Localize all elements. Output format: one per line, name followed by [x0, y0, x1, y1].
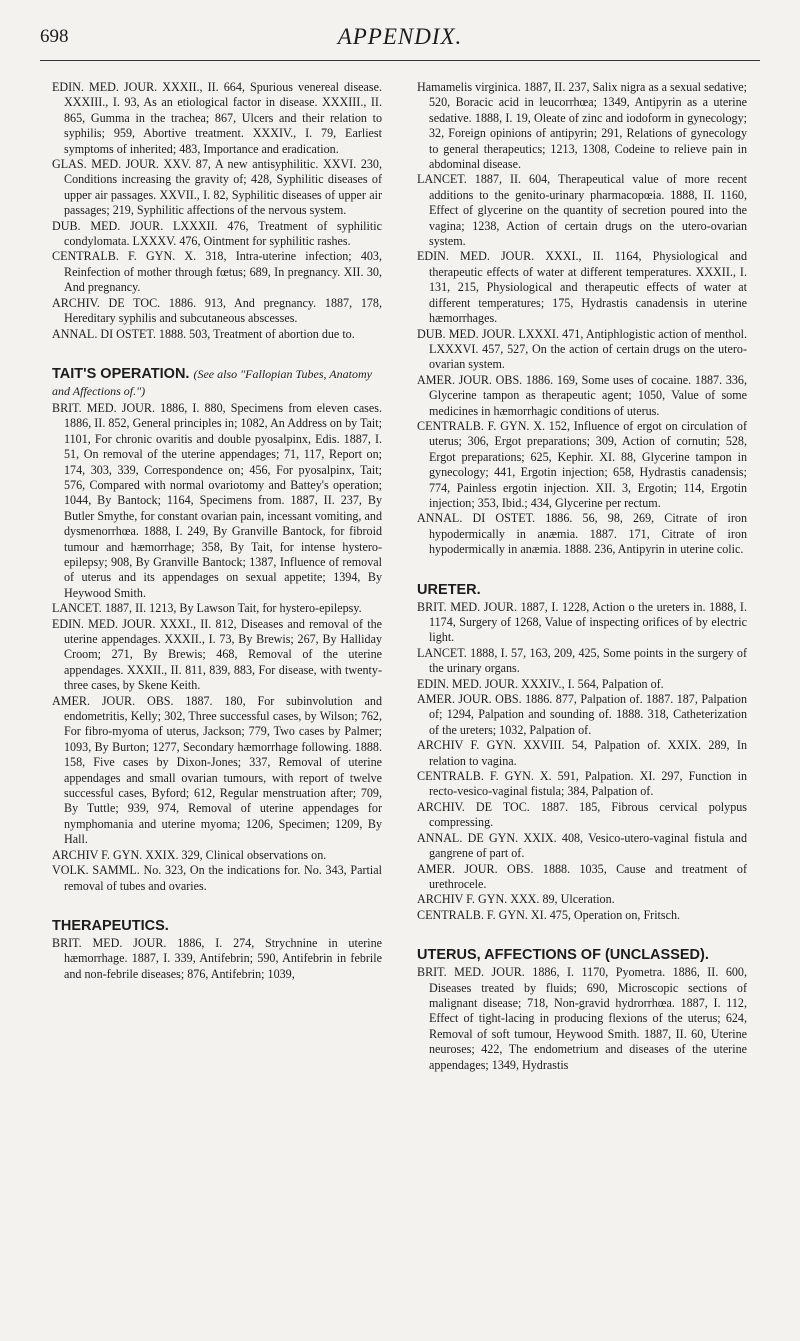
index-entry: ARCHIV F. GYN. XXX. 89, Ulceration.: [417, 892, 615, 907]
section-heading: [417, 947, 747, 964]
index-entry: BRIT. MED. JOUR. 1887, I. 1228, Action o the ureters in. 1888, I. 1174, Surgery of 1268, Value of inspecting orifices of by electric light.: [417, 599, 747, 645]
index-section-uterus-affections-of-unclassed: [417, 947, 747, 1073]
index-section-ureter: [417, 582, 747, 924]
section-heading: [52, 918, 382, 935]
index-entry: CENTRALB. F. GYN. X. 318, Intra-uterine infection; 403, Reinfection of mother through fœtus; 689, In pregnancy. XII. 30, And pregnancy.: [52, 249, 382, 295]
index-entry: ARCHIV. DE TOC. 1886. 913, And pregnancy. 1887, 178, Hereditary syphilis and subcutaneous abscesses.: [52, 295, 382, 326]
index-section-continued: [417, 80, 747, 558]
section-heading-text: THERAPEUTICS.: [52, 917, 169, 934]
index-entry: EDIN. MED. JOUR. XXXI., II. 812, Diseases and removal of the uterine appendages. XXXII., I. 73, By Brewis; 267, By Halliday Croom; 271, By Brewis; 468, Removal of the uterine appendages. XXXII., II. 811, 839, 883, For disease, with twenty-three cases, by Skene Keith.: [52, 616, 382, 693]
index-entry: GLAS. MED. JOUR. XXV. 87, A new antisyphilitic. XXVI. 230, Conditions increasing the gravity of; 428, Syphilitic diseases of upper air passages. XXVII., I. 82, Syphilitic diseases of upper air passages; 219, Syphilitic affections of the nervous system.: [52, 157, 382, 218]
index-entry: AMER. JOUR. OBS. 1886. 169, Some uses of cocaine. 1887. 336, Glycerine tampon as therapeutic agent; 1050, Value of some medicines in hæmorrhagic conditions of uterus.: [417, 372, 747, 418]
index-entry: AMER. JOUR. OBS. 1888. 1035, Cause and treatment of urethrocele.: [417, 861, 747, 891]
index-entry: CENTRALB. F. GYN. X. 152, Influence of ergot on circulation of uterus; 306, Ergot preparations; 309, Action of cornutin; 528, Ergot preparations; 625, Kephir. XI. 88, Glycerine tampon in gynecology; 441, Ergotin injection; 658, Hydrastis canadensis; 774, Painless ergotin injection. XII. 3, Ergotin; 114, Ergotin injection; 353, Ibid.; 434, Glycerine per rectum.: [417, 418, 747, 510]
section-heading: [417, 582, 747, 599]
section-heading-text: URETER.: [417, 581, 481, 598]
index-entry: ARCHIV F. GYN. XXIX. 329, Clinical observations on.: [52, 847, 327, 862]
index-entry: ANNAL. DE GYN. XXIX. 408, Vesico-utero-vaginal fistula and gangrene of part of.: [417, 830, 747, 861]
page-header: [40, 26, 760, 61]
index-entry: Hamamelis virginica. 1887, II. 237, Salix nigra as a sexual sedative; 520, Boracic acid in leucorrhœa; 1349, Antipyrin as a uterine sedative. 1888, I. 19, Oleate of zinc and iodoform in gynecology; 32, Foreign opinions of antipyrin; 291, Relations of gynecology to general therapeutics; 1213, 1308, Codeine to relieve pain in abdominal disease.: [417, 80, 747, 172]
section-heading-text: UTERUS, AFFECTIONS OF (UNCLASSED).: [417, 947, 709, 964]
index-entry: EDIN. MED. JOUR. XXXII., II. 664, Spurious venereal disease. XXXIII., I. 93, As an etiological factor in disease. XXXIII., II. 865, Gumma in the trachea; 867, Ulcers and their relation to syphilis; 959, Abortive treatment. XXXIV., I. 79, Earliest symptoms of inherited; 483, Importance and eradication.: [52, 80, 382, 156]
index-section-continued: [52, 80, 382, 342]
index-entry: DUB. MED. JOUR. LXXXII. 476, Treatment of syphilitic condylomata. LXXXV. 476, Ointment for syphilitic rashes.: [52, 218, 382, 249]
running-title: APPENDIX.: [337, 24, 463, 49]
index-entry: ANNAL. DI OSTET. 1886. 56, 98, 269, Citrate of iron hypodermically in anæmia. 1887. 171, Citrate of iron hypodermically in anæmia. 1888. 236, Antipyrin in uterine colic.: [417, 511, 747, 557]
index-entry: BRIT. MED. JOUR. 1886, I. 274, Strychnine in uterine hæmorrhage. 1887, I. 339, Antifebrin; 590, Antifebrin in febrile and non-febrile diseases; 876, Antifebrin; 1039,: [52, 935, 382, 981]
index-entry: ANNAL. DI OSTET. 1888. 503, Treatment of abortion due to.: [52, 326, 355, 341]
index-section-tait-s-operation: [52, 366, 382, 894]
index-entry: BRIT. MED. JOUR. 1886, I. 1170, Pyometra. 1886, II. 600, Diseases treated by fluids; 690, Microscopic sections of malignant disease; 718, Non-gravid hydrorrhœa. 1887, I. 112, Effect of tight-lacing in producing flexions of the uterus; 624, Removal of soft tumour, Heywood Smith. 1887, II. 60, Uterine neuroses; 422, The endometrium and diseases of the uterine appendages; 1349, Hydrastis: [417, 965, 747, 1072]
section-heading: [52, 366, 382, 400]
index-entry: BRIT. MED. JOUR. 1886, I. 880, Specimens from eleven cases. 1886, II. 852, General principles in; 1082, An Address on by Tait; 1101, For chronic ovaritis and double pyosalpinx, Edis. 1887, I. 51, On removal of the uterine appendages; 71, 117, Report on; 174, 303, 339, Correspondence on; 456, For pyosalpinx, Tait; 576, Compared with normal ovariotomy and Battey's operation; 1044, By Bantock; 1164, Specimens from. 1887, II. 237, By Butler Smythe, for constant ovarian pain, incessant vomiting, and dysmenorrhœa. 1888, I. 249, By Granville Bantock, for fibroid tumour and hæmorrhage; 358, By Tait, for intense hystero-epilepsy; 908, By Granville Bantock; 1387, Influence of removal of uterus and its appendages on sexual appetite; 1394, By Heywood Smith.: [52, 400, 382, 600]
right-column: [417, 80, 747, 1073]
section-cross-reference: (See also "Fallopian Tubes, Anatomy and Affections of."): [52, 366, 372, 398]
index-entry: VOLK. SAMML. No. 323, On the indications for. No. 343, Partial removal of tubes and ovaries.: [52, 863, 382, 893]
index-entry: ARCHIV. DE TOC. 1887. 185, Fibrous cervical polypus compressing.: [417, 799, 747, 830]
index-entry: AMER. JOUR. OBS. 1886. 877, Palpation of. 1887. 187, Palpation of; 1294, Palpation and sounding of. 1888. 318, Catheterization of the ureters; 1032, Palpation of.: [417, 692, 747, 737]
index-entry: LANCET. 1888, I. 57, 163, 209, 425, Some points in the surgery of the urinary organs.: [417, 645, 747, 676]
index-entry: CENTRALB. F. GYN. X. 591, Palpation. XI. 297, Function in recto-vesico-vaginal fistula; 384, Palpation of.: [417, 769, 747, 799]
index-section-therapeutics: [52, 918, 382, 982]
section-heading-text: TAIT'S OPERATION.: [52, 365, 190, 382]
index-entry: ARCHIV F. GYN. XXVIII. 54, Palpation of. XXIX. 289, In relation to vagina.: [417, 738, 747, 768]
index-entry: DUB. MED. JOUR. LXXXI. 471, Antiphlogistic action of menthol. LXXXVI. 457, 527, On the action of certain drugs on the utero-ovarian system.: [417, 326, 747, 372]
index-entry: LANCET. 1887, II. 604, Therapeutical value of more recent additions to the genito-urinary pharmacopœia. 1888, II. 1160, Effect of glycerine on the quantity of secretion poured into the vagina; 1238, Action of certain drugs on the utero-ovarian system.: [417, 172, 747, 249]
index-entry: EDIN. MED. JOUR. XXXIV., I. 564, Palpation of.: [417, 676, 664, 691]
index-entry: EDIN. MED. JOUR. XXXI., II. 1164, Physiological and therapeutic effects of water at different temperatures. XXXII., I. 131, 215, Physiological and therapeutic effects of water at different temperatures; 175, Hydrastis canadensis in uterine hæmorrhages.: [417, 249, 747, 326]
index-entry: AMER. JOUR. OBS. 1887. 180, For subinvolution and endometritis, Kelly; 302, Three successful cases, by Wilson; 762, For fibro-myoma of uterus, Jackson; 779, Two cases by Palmer; 1093, By Burton; 1277, Secondary hæmorrhage following. 1888. 158, Five cases by Dixon-Jones; 337, Removal of uterine appendages and small ovarian tumours, with report of twelve successful cases, Byford; 612, Regular menstruation after; 709, By Tuttle; 939, 974, Removal of uterine appendages for nymphomania and uterine myoma; 1206, Specimen; 1209, By Hall.: [52, 693, 382, 847]
index-entry: CENTRALB. F. GYN. XI. 475, Operation on, Fritsch.: [417, 907, 681, 922]
index-entry: LANCET. 1887, II. 1213, By Lawson Tait, for hystero-epilepsy.: [52, 601, 362, 616]
left-column: [52, 80, 382, 982]
page-number: 698: [40, 26, 69, 47]
